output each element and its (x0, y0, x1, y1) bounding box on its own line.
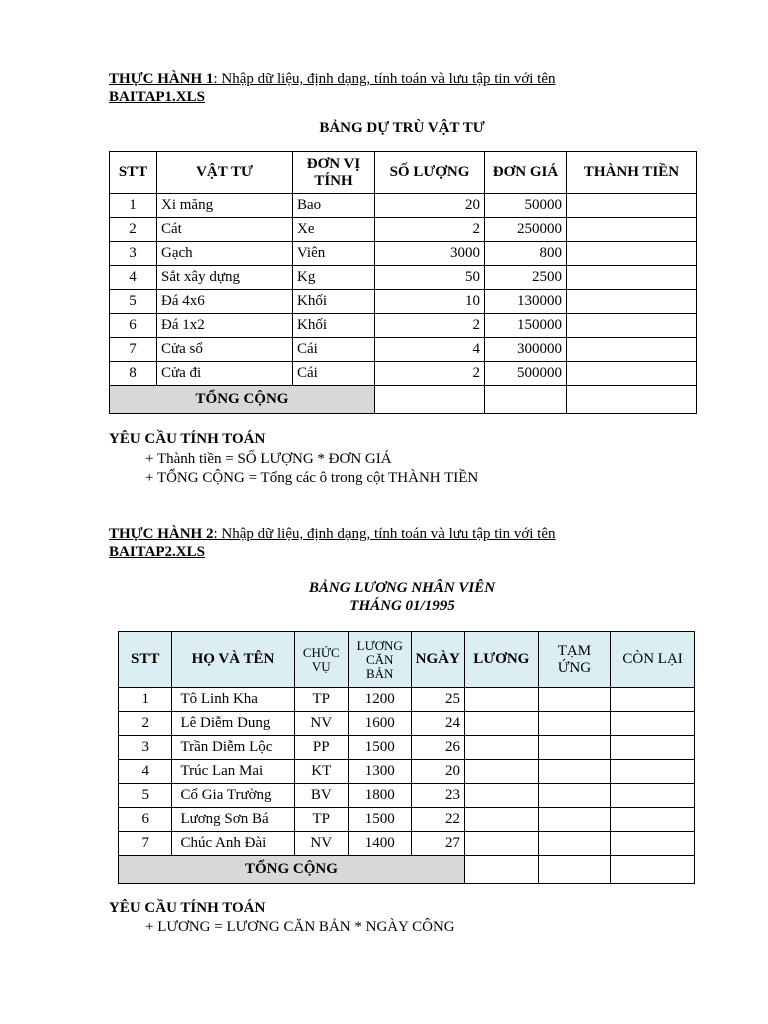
total-label: TỔNG CỘNG (119, 856, 465, 884)
cell-position: NV (294, 832, 348, 856)
cell-stt: 4 (110, 266, 157, 290)
cell-quantity: 2 (375, 314, 485, 338)
total-label: TỔNG CỘNG (110, 386, 375, 414)
cell-position: PP (294, 736, 348, 760)
table-row (119, 760, 695, 784)
cell-item: Sắt xây dựng (157, 266, 293, 290)
cell-position: TP (294, 688, 348, 712)
cell-price: 50000 (485, 194, 567, 218)
cell-total-amount (567, 386, 697, 414)
cell-price: 130000 (485, 290, 567, 314)
col-header-amount: THÀNH TIỀN (567, 152, 697, 194)
cell-price: 500000 (485, 362, 567, 386)
table-row (110, 290, 697, 314)
cell-advance (538, 688, 611, 712)
total-row (119, 856, 695, 884)
cell-price: 2500 (485, 266, 567, 290)
cell-price: 250000 (485, 218, 567, 242)
cell-quantity: 2 (375, 218, 485, 242)
cell-days: 22 (411, 808, 464, 832)
cell-item: Gạch (157, 242, 293, 266)
cell-salary (464, 808, 538, 832)
cell-advance (538, 712, 611, 736)
cell-stt: 7 (119, 832, 172, 856)
cell-item: Cửa đi (157, 362, 293, 386)
exercise-2-label: THỰC HÀNH 2 (109, 526, 214, 542)
cell-quantity: 20 (375, 194, 485, 218)
col-header-position: CHỨC VỤ (294, 632, 348, 688)
col-header-unit: ĐƠN VỊ TÍNH (293, 152, 375, 194)
col-header-item: VẬT TƯ (157, 152, 293, 194)
cell-unit: Viên (293, 242, 375, 266)
requirements-2-title: YÊU CẦU TÍNH TOÁN (109, 900, 266, 916)
table-row (110, 338, 697, 362)
table-row (110, 242, 697, 266)
table-1-title: BẢNG DỰ TRÙ VẬT TƯ (319, 120, 485, 136)
cell-item: Cửa sổ (157, 338, 293, 362)
cell-name: Chúc Anh Đài (172, 832, 294, 856)
cell-remaining (611, 712, 695, 736)
col-header-remaining: CÒN LẠI (611, 632, 695, 688)
cell-stt: 8 (110, 362, 157, 386)
cell-stt: 6 (110, 314, 157, 338)
cell-total-advance (538, 856, 611, 884)
cell-amount (567, 338, 697, 362)
exercise-1-description: : Nhập dữ liệu, định dạng, tính toán và lưu tập tin với tên (213, 71, 556, 87)
cell-quantity: 4 (375, 338, 485, 362)
total-row (110, 386, 697, 414)
cell-days: 27 (411, 832, 464, 856)
cell-stt: 4 (119, 760, 172, 784)
exercise-1-label: THỰC HÀNH 1 (109, 71, 214, 87)
table-row (110, 362, 697, 386)
exercise-2-filename: BAITAP2.XLS (109, 544, 205, 560)
cell-remaining (611, 808, 695, 832)
cell-unit: Khối (293, 314, 375, 338)
cell-base-salary: 1300 (348, 760, 411, 784)
cell-unit: Cái (293, 362, 375, 386)
exercise-2-heading (109, 525, 556, 561)
cell-total-price (485, 386, 567, 414)
cell-stt: 3 (119, 736, 172, 760)
cell-base-salary: 1500 (348, 736, 411, 760)
cell-base-salary: 1800 (348, 784, 411, 808)
cell-days: 24 (411, 712, 464, 736)
cell-stt: 3 (110, 242, 157, 266)
cell-stt: 5 (119, 784, 172, 808)
cell-position: KT (294, 760, 348, 784)
cell-days: 23 (411, 784, 464, 808)
cell-price: 150000 (485, 314, 567, 338)
cell-advance (538, 736, 611, 760)
requirement-1-line: + Thành tiền = SỐ LƯỢNG * ĐƠN GIÁ (145, 451, 392, 467)
cell-unit: Cái (293, 338, 375, 362)
cell-stt: 2 (110, 218, 157, 242)
table-row (110, 194, 697, 218)
col-header-stt: STT (119, 632, 172, 688)
cell-item: Đá 1x2 (157, 314, 293, 338)
exercise-2-description: : Nhập dữ liệu, định dạng, tính toán và lưu tập tin với tên (213, 526, 556, 542)
cell-salary (464, 760, 538, 784)
cell-salary (464, 688, 538, 712)
cell-total-quantity (375, 386, 485, 414)
cell-price: 300000 (485, 338, 567, 362)
cell-stt: 5 (110, 290, 157, 314)
table-row (119, 736, 695, 760)
cell-advance (538, 832, 611, 856)
cell-item: Cát (157, 218, 293, 242)
cell-amount (567, 362, 697, 386)
cell-base-salary: 1600 (348, 712, 411, 736)
table-row (110, 218, 697, 242)
cell-stt: 2 (119, 712, 172, 736)
cell-unit: Khối (293, 290, 375, 314)
col-header-advance: TẠM ỨNG (538, 632, 611, 688)
cell-salary (464, 712, 538, 736)
table-row (119, 688, 695, 712)
col-header-name: HỌ VÀ TÊN (172, 632, 294, 688)
table-header-row (119, 632, 695, 688)
cell-stt: 6 (119, 808, 172, 832)
table-row (119, 832, 695, 856)
table-row (110, 266, 697, 290)
cell-remaining (611, 688, 695, 712)
cell-name: Lê Diễm Dung (172, 712, 294, 736)
cell-base-salary: 1500 (348, 808, 411, 832)
col-header-stt: STT (110, 152, 157, 194)
cell-salary (464, 736, 538, 760)
cell-base-salary: 1400 (348, 832, 411, 856)
cell-stt: 1 (119, 688, 172, 712)
table-2-title: BẢNG LƯƠNG NHÂN VIÊN (308, 580, 496, 596)
cell-unit: Kg (293, 266, 375, 290)
cell-advance (538, 808, 611, 832)
cell-total-remaining (611, 856, 695, 884)
cell-amount (567, 218, 697, 242)
cell-amount (567, 242, 697, 266)
cell-name: Tô Linh Kha (172, 688, 294, 712)
cell-position: BV (294, 784, 348, 808)
cell-advance (538, 784, 611, 808)
cell-name: Trần Diễm Lộc (172, 736, 294, 760)
cell-name: Cổ Gia Trường (172, 784, 294, 808)
cell-salary (464, 784, 538, 808)
cell-amount (567, 194, 697, 218)
cell-quantity: 50 (375, 266, 485, 290)
requirement-2-line: + LƯƠNG = LƯƠNG CĂN BẢN * NGÀY CÔNG (145, 919, 455, 935)
cell-stt: 1 (110, 194, 157, 218)
supply-estimate-table (109, 151, 697, 414)
cell-position: TP (294, 808, 348, 832)
cell-amount (567, 266, 697, 290)
cell-base-salary: 1200 (348, 688, 411, 712)
col-header-salary: LƯƠNG (464, 632, 538, 688)
cell-name: Trúc Lan Mai (172, 760, 294, 784)
table-row (119, 712, 695, 736)
col-header-base-salary: LƯƠNG CĂN BẢN (348, 632, 411, 688)
cell-remaining (611, 736, 695, 760)
cell-quantity: 3000 (375, 242, 485, 266)
exercise-1-heading (109, 70, 556, 106)
cell-quantity: 10 (375, 290, 485, 314)
cell-item: Đá 4x6 (157, 290, 293, 314)
col-header-price: ĐƠN GIÁ (485, 152, 567, 194)
table-row (119, 808, 695, 832)
cell-days: 26 (411, 736, 464, 760)
col-header-days: NGÀY (411, 632, 464, 688)
cell-name: Lương Sơn Bá (172, 808, 294, 832)
cell-amount (567, 290, 697, 314)
cell-advance (538, 760, 611, 784)
col-header-quantity: SỐ LƯỢNG (375, 152, 485, 194)
cell-salary (464, 832, 538, 856)
cell-amount (567, 314, 697, 338)
cell-unit: Xe (293, 218, 375, 242)
cell-price: 800 (485, 242, 567, 266)
table-row (119, 784, 695, 808)
cell-quantity: 2 (375, 362, 485, 386)
payroll-table (118, 631, 695, 884)
cell-stt: 7 (110, 338, 157, 362)
cell-remaining (611, 760, 695, 784)
cell-remaining (611, 832, 695, 856)
requirements-1-title: YÊU CẦU TÍNH TOÁN (109, 431, 266, 447)
exercise-1-filename: BAITAP1.XLS (109, 89, 205, 105)
cell-total-salary (464, 856, 538, 884)
cell-item: Xi măng (157, 194, 293, 218)
table-2-subtitle: THÁNG 01/1995 (349, 598, 455, 614)
requirement-1-line: + TỔNG CỘNG = Tổng các ô trong cột THÀNH TIỀN (145, 470, 479, 486)
cell-days: 25 (411, 688, 464, 712)
cell-unit: Bao (293, 194, 375, 218)
table-header-row (110, 152, 697, 194)
cell-remaining (611, 784, 695, 808)
table-row (110, 314, 697, 338)
cell-days: 20 (411, 760, 464, 784)
cell-position: NV (294, 712, 348, 736)
